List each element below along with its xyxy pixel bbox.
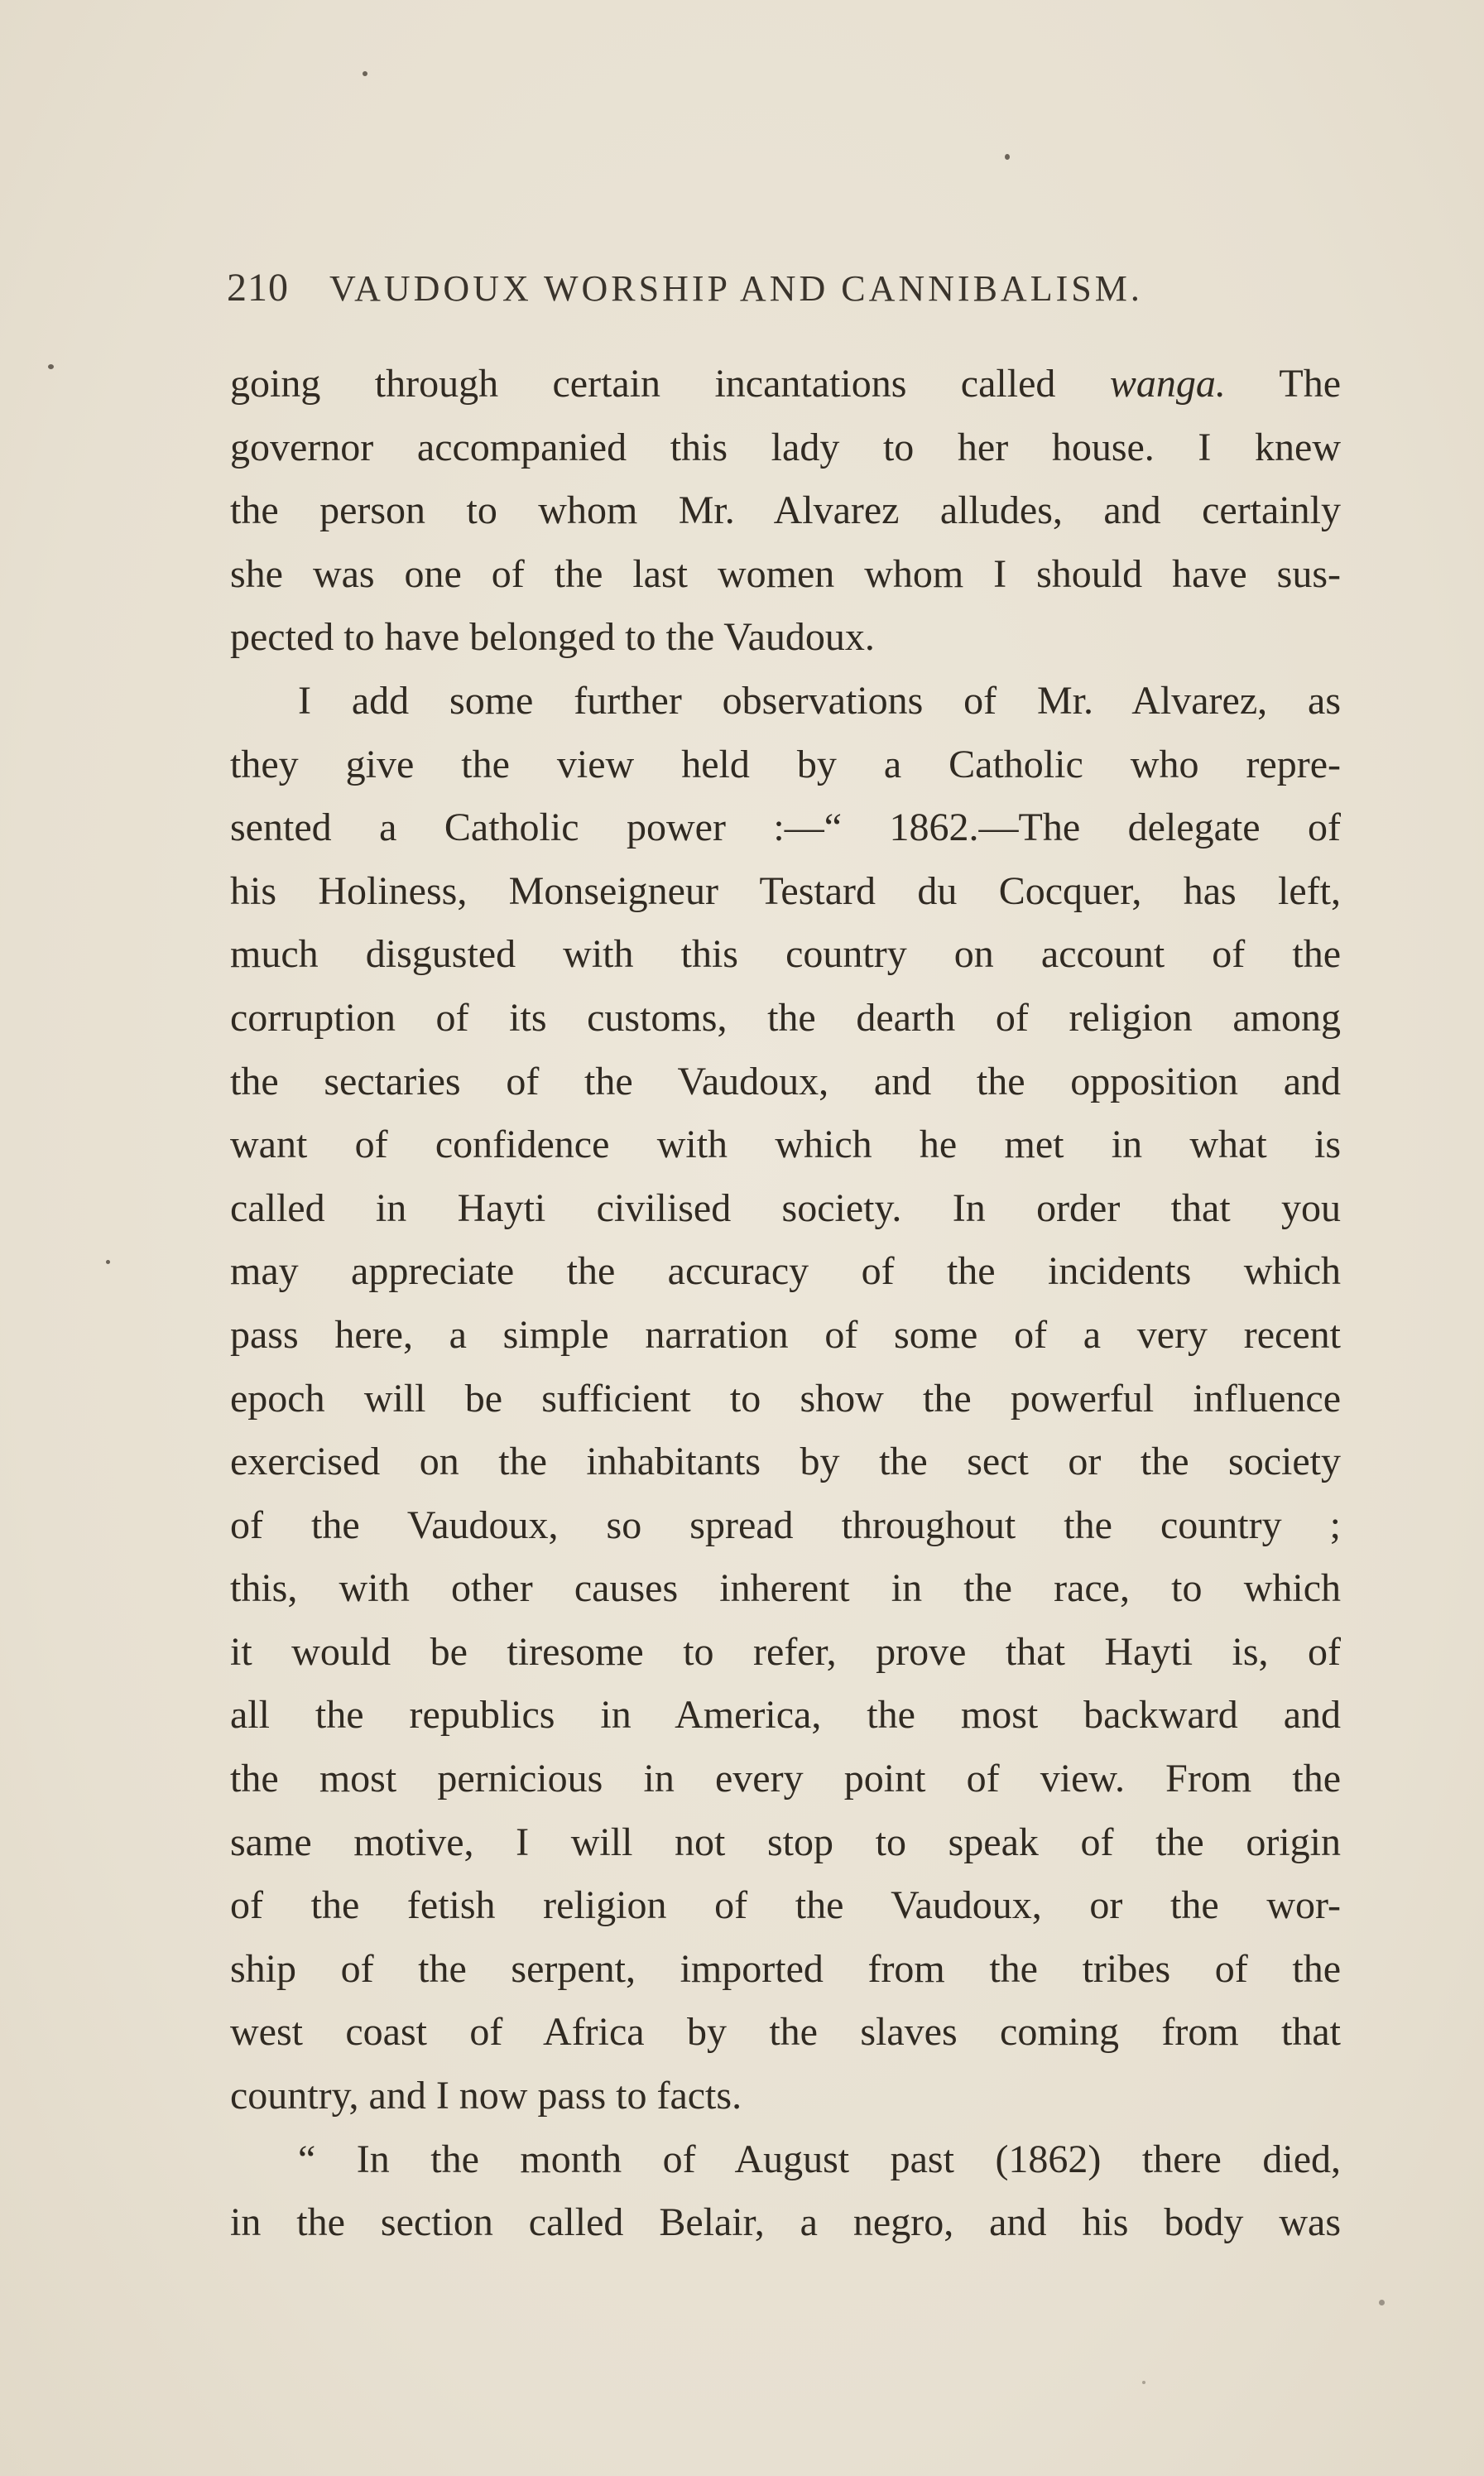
running-title: VAUDOUX WORSHIP AND CANNIBALISM.: [329, 268, 1143, 309]
text-line: in the section called Belair, a negro, and his body was: [230, 2200, 1341, 2245]
text-line: country, and I now pass to facts.: [230, 2074, 742, 2118]
text-line: sented a Catholic power :—“ 1862.—The delegate of: [230, 805, 1341, 850]
text-line: west coast of Africa by the slaves coming from that: [230, 2010, 1341, 2055]
text-line: the sectaries of the Vaudoux, and the opposition and: [230, 1059, 1341, 1103]
paper-speck: [1005, 154, 1010, 160]
text-line: they give the view held by a Catholic who repre-: [230, 742, 1341, 786]
text-line: exercised on the inhabitants by the sect or the society: [230, 1440, 1341, 1484]
text-line: this, with other causes inherent in the race, to which: [230, 1566, 1341, 1611]
text-line: the person to whom Mr. Alvarez alludes, and certainly: [230, 488, 1341, 533]
text-line: called in Hayti civilised society. In order that you: [230, 1185, 1341, 1230]
text-line: I add some further observations of Mr. Alvarez, as: [298, 678, 1341, 723]
body-text: [230, 353, 1341, 2255]
text-line: she was one of the last women whom I should have sus-: [230, 551, 1341, 596]
paper-speck: [363, 71, 367, 76]
page-number: 210: [227, 266, 289, 310]
text-line: of the Vaudoux, so spread throughout the country ;: [230, 1502, 1341, 1547]
text-line: ship of the serpent, imported from the tribes of the: [230, 1946, 1341, 1991]
paper-speck: [106, 1260, 110, 1264]
text-line: pass here, a simple narration of some of a very recent: [230, 1312, 1341, 1357]
text-line: the most pernicious in every point of view. From the: [230, 1757, 1341, 1801]
text-line: epoch will be sufficient to show the powerful influence: [230, 1376, 1341, 1421]
paper-speck: [1142, 2381, 1145, 2384]
running-head: [227, 265, 1278, 315]
text-line: all the republics in America, the most backward and: [230, 1693, 1341, 1738]
text-line: corruption of its customs, the dearth of religion among: [230, 995, 1341, 1040]
text-line: it would be tiresome to refer, prove that Hayti is, of: [230, 1629, 1341, 1674]
text-line: going through certain incantations called wanga. The: [230, 362, 1341, 406]
text-line: want of confidence with which he met in what is: [230, 1123, 1341, 1167]
text-line: much disgusted with this country on account of the: [230, 932, 1341, 977]
text-line: may appreciate the accuracy of the incidents which: [230, 1249, 1341, 1294]
text-line: of the fetish religion of the Vaudoux, or the wor-: [230, 1883, 1341, 1928]
text-line: governor accompanied this lady to her house. I knew: [230, 425, 1341, 469]
text-line: same motive, I will not stop to speak of the origin: [230, 1820, 1341, 1864]
paper-speck: [48, 364, 54, 369]
text-line: pected to have belonged to the Vaudoux.: [230, 615, 875, 660]
text-line: “ In the month of August past (1862) there died,: [298, 2137, 1341, 2181]
paper-speck: [1379, 2300, 1385, 2305]
text-line: his Holiness, Monseigneur Testard du Cocquer, has left,: [230, 868, 1341, 913]
emphasis-wanga: wanga.: [1109, 362, 1226, 406]
